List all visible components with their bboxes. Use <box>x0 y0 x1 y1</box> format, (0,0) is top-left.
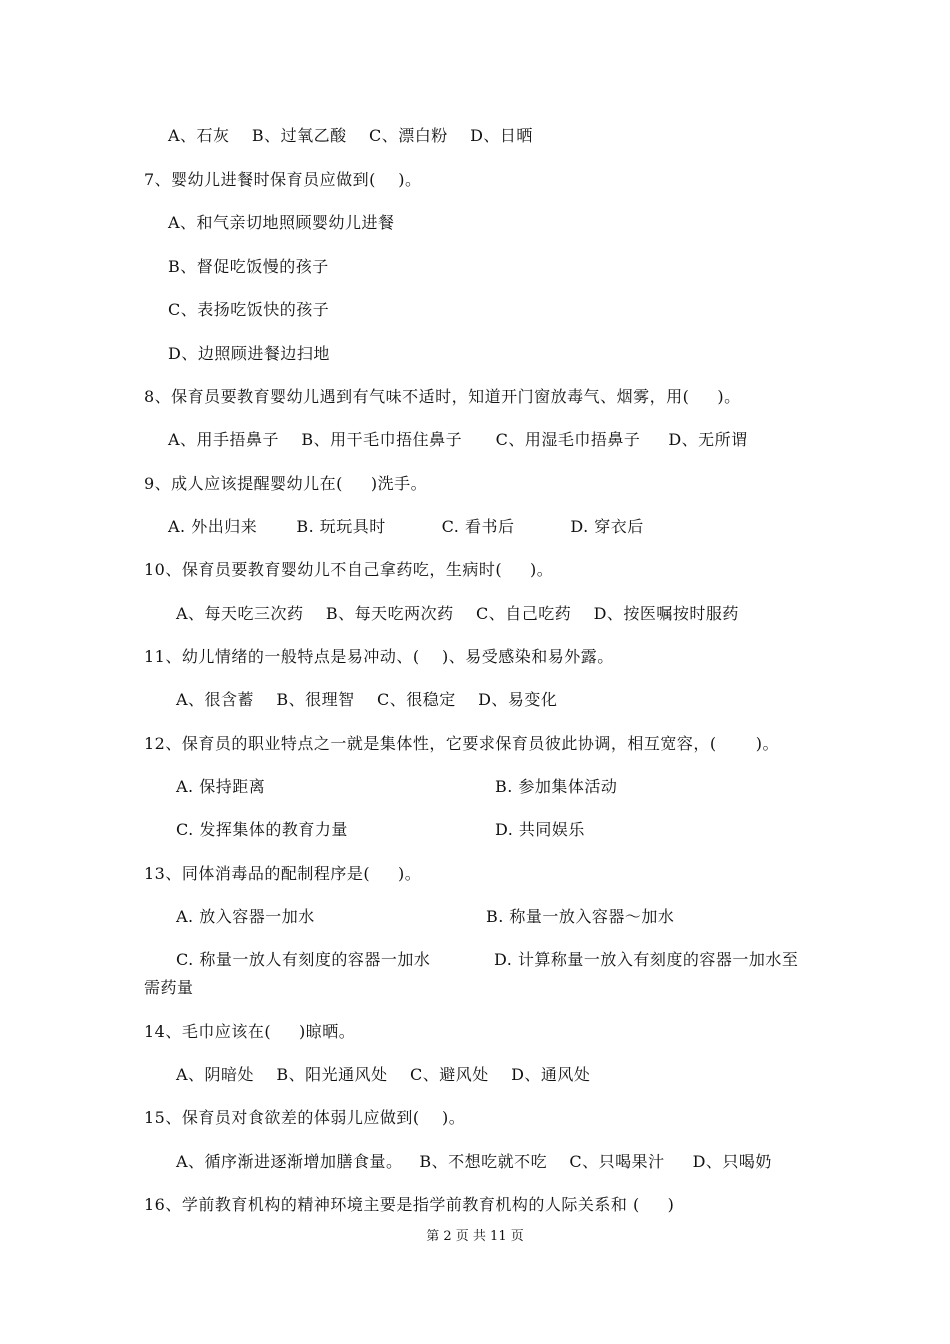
q16-question: 16、学前教育机构的精神环境主要是指学前教育机构的人际关系和 ( ) <box>144 1195 675 1214</box>
q7-option-a: A、和气亲切地照顾婴幼儿进餐 <box>168 213 395 232</box>
q9-options: A. 外出归来 B. 玩玩具时 C. 看书后 D. 穿衣后 <box>168 517 644 536</box>
q7-option-c: C、表扬吃饭快的孩子 <box>168 300 330 319</box>
q10-question: 10、保育员要教育婴幼儿不自己拿药吃，生病时( )。 <box>144 560 554 579</box>
q15-options: A、循序渐进逐渐增加膳食量。 B、不想吃就不吃 C、只喝果汁 D、只喝奶 <box>176 1152 772 1171</box>
q11-question: 11、幼儿情绪的一般特点是易冲动、( )、易受感染和易外露。 <box>144 647 614 666</box>
q14-question: 14、毛巾应该在( )晾晒。 <box>144 1022 356 1041</box>
q13-option-c: C. 称量一放人有刻度的容器一加水 <box>176 950 431 969</box>
q13-option-d-cont: 需药量 <box>144 978 194 997</box>
q12-question: 12、保育员的职业特点之一就是集体性，它要求保育员彼此协调，相互宽容，( )。 <box>144 734 779 753</box>
q9-question: 9、成人应该提醒婴幼儿在( )洗手。 <box>144 474 428 493</box>
q7-option-b: B、督促吃饭慢的孩子 <box>168 257 329 276</box>
q12-option-b: B. 参加集体活动 <box>495 777 618 796</box>
q11-options: A、很含蓄 B、很理智 C、很稳定 D、易变化 <box>176 690 558 709</box>
q7-option-d: D、边照顾进餐边扫地 <box>168 344 330 363</box>
q12-option-a: A. 保持距离 <box>176 777 266 796</box>
page-number-footer: 第 2 页 共 11 页 <box>426 1229 524 1244</box>
q13-option-a: A. 放入容器一加水 <box>176 907 315 926</box>
q15-question: 15、保育员对食欲差的体弱儿应做到( )。 <box>144 1108 466 1127</box>
q7-question: 7、婴幼儿进餐时保育员应做到( )。 <box>144 170 422 189</box>
q10-options: A、每天吃三次药 B、每天吃两次药 C、自己吃药 D、按医嘱按时服药 <box>176 604 739 623</box>
q13-option-b: B. 称量一放入容器～加水 <box>486 907 675 926</box>
q13-option-d: D. 计算称量一放入有刻度的容器一加水至 <box>494 950 799 969</box>
q8-question: 8、保育员要教育婴幼儿遇到有气味不适时，知道开门窗放毒气、烟雾，用( )。 <box>144 387 741 406</box>
q12-option-c: C. 发挥集体的教育力量 <box>176 820 348 839</box>
q12-option-d: D. 共同娱乐 <box>495 820 585 839</box>
q14-options: A、阴暗处 B、阳光通风处 C、避风处 D、通风处 <box>176 1065 591 1084</box>
q13-question: 13、同体消毒品的配制程序是( )。 <box>144 864 422 883</box>
q6-options: A、石灰 B、过氧乙酸 C、漂白粉 D、日晒 <box>168 126 533 145</box>
q8-options: A、用手捂鼻子 B、用干毛巾捂住鼻子 C、用湿毛巾捂鼻子 D、无所谓 <box>168 430 748 449</box>
